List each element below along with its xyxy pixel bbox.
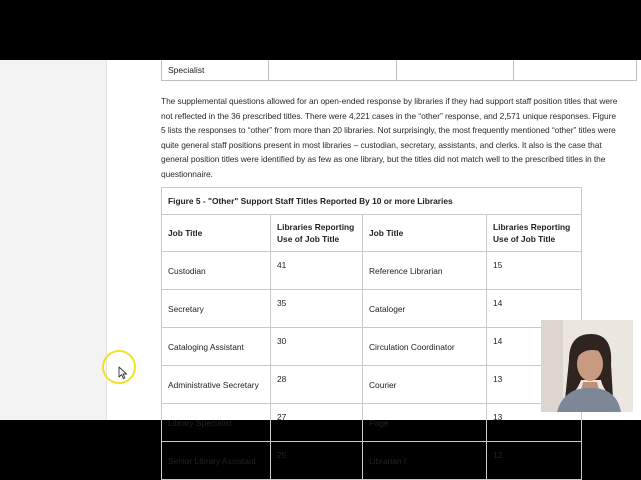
count-cell: 14 <box>487 290 582 328</box>
column-header: Job Title <box>162 215 271 252</box>
count-cell: 15 <box>487 252 582 290</box>
job-title-cell: Senior Library Assistant <box>162 442 271 480</box>
arrow-cursor-icon <box>118 366 128 380</box>
table-row <box>162 328 582 366</box>
table-cell-empty <box>514 60 637 81</box>
figure-5-table <box>161 187 582 480</box>
count-cell: 41 <box>271 252 363 290</box>
table-header-row <box>162 215 582 252</box>
presenter-avatar-icon <box>541 320 633 412</box>
count-cell: 13 <box>487 404 582 442</box>
column-header: Job Title <box>363 215 487 252</box>
count-cell: 12 <box>487 442 582 480</box>
previous-table-fragment <box>161 60 637 81</box>
job-title-cell: Secretary <box>162 290 271 328</box>
table-row <box>162 442 582 480</box>
job-title-cell: Courier <box>363 366 487 404</box>
table-row <box>162 366 582 404</box>
table-row <box>162 252 582 290</box>
column-header: Libraries Reporting Use of Job Title <box>487 215 582 252</box>
job-title-cell: Cataloging Assistant <box>162 328 271 366</box>
job-title-cell: Administrative Secretary <box>162 366 271 404</box>
table-cell-empty <box>269 60 397 81</box>
presenter-webcam-overlay <box>541 320 633 412</box>
column-header: Libraries Reporting Use of Job Title <box>271 215 363 252</box>
body-paragraph: The supplemental questions allowed for an open-ended response by libraries if they had support staff position titles that were not reflected in the 36 prescribed titles. There were 4,221 cases in the “other” response, and 2,571 unique responses. Figure 5 lists the responses to “other” from more than 20 libraries. Not surprisingly, the most frequently mentioned “other” titles were quite general staff positions present in most libraries – custodian, secretary, assistants, and clerks. It also is the case that general position titles were identified by as few as one library, but the titles did not match well to the prescribed titles in the questionnaire. <box>161 96 618 179</box>
job-title-cell: Reference Librarian <box>363 252 487 290</box>
count-cell: 27 <box>271 404 363 442</box>
count-cell: 25 <box>271 442 363 480</box>
job-title-cell: Library Specialist <box>162 404 271 442</box>
count-cell: 35 <box>271 290 363 328</box>
job-title-cell: Custodian <box>162 252 271 290</box>
table-cell: Specialist <box>162 60 269 81</box>
table-cell-empty <box>397 60 514 81</box>
job-title-cell: Librarian I <box>363 442 487 480</box>
job-title-cell: Cataloger <box>363 290 487 328</box>
figure-caption: Figure 5 - "Other" Support Staff Titles Reported By 10 or more Libraries <box>162 188 582 215</box>
table-row <box>162 290 582 328</box>
count-cell: 14 <box>487 328 582 366</box>
job-title-cell: Circulation Coordinator <box>363 328 487 366</box>
table-row <box>162 404 582 442</box>
count-cell: 13 <box>487 366 582 404</box>
job-title-cell: Page <box>363 404 487 442</box>
count-cell: 28 <box>271 366 363 404</box>
count-cell: 30 <box>271 328 363 366</box>
